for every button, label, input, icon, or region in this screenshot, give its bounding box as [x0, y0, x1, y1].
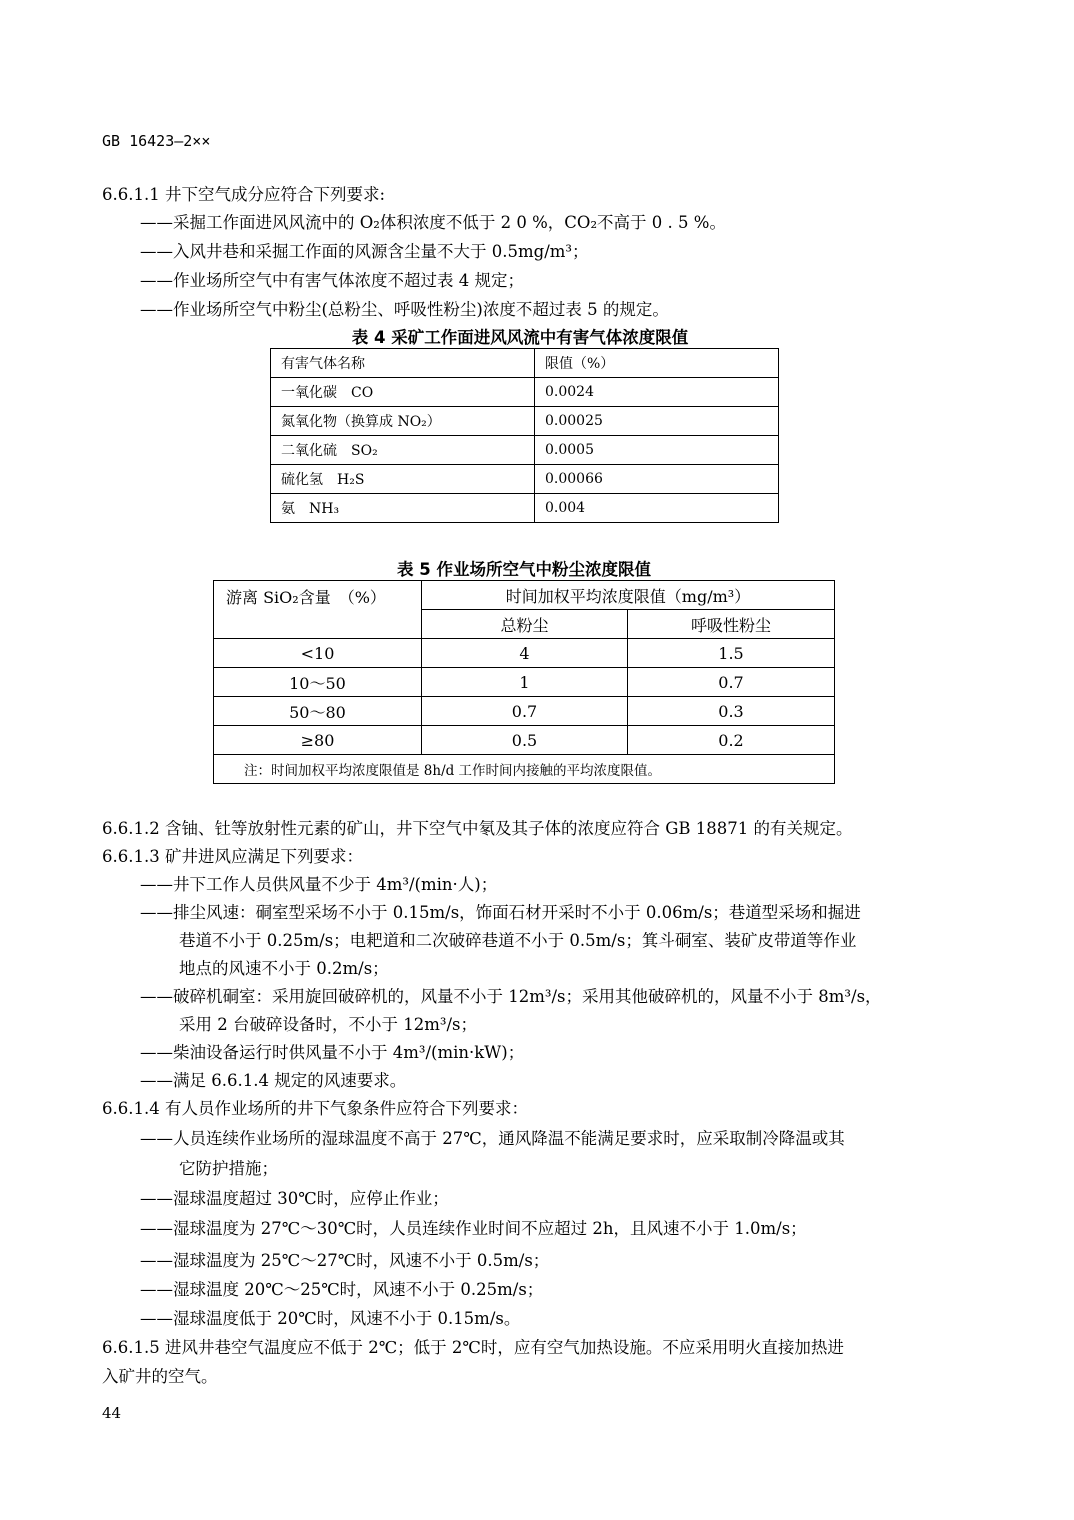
section-6-6-1-4-title: 6.6.1.4 有人员作业场所的井下气象条件应符合下列要求：: [102, 1099, 528, 1118]
table-row: [271, 378, 779, 407]
limit-cell: 0.00066: [535, 465, 779, 494]
sio2-cell: 10～50: [214, 668, 422, 697]
table-header-row: [271, 349, 779, 378]
list-item: ——湿球温度为 27℃～30℃时，人员连续作业时间不应超过 2h，且风速不小于 1.0m/s；: [140, 1219, 807, 1238]
section-6-6-1-5-continuation: 入矿井的空气。: [102, 1367, 218, 1386]
limit-cell: 0.004: [535, 494, 779, 523]
list-item: ——排尘风速：硐室型采场不小于 0.15m/s，饰面石材开采时不小于 0.06m/s；巷道型采场和掘进: [140, 903, 861, 922]
sio2-cell: ≥80: [214, 726, 422, 755]
list-item: ——湿球温度低于 20℃时，风速不小于 0.15m/s。: [140, 1309, 521, 1328]
list-item: ——井下工作人员供风量不少于 4m³/(min·人)；: [140, 875, 498, 894]
table-row: [214, 668, 835, 697]
table-row: [271, 436, 779, 465]
respirable-dust-cell: 0.7: [628, 668, 835, 697]
section-6-6-1-3-title: 6.6.1.3 矿井进风应满足下列要求：: [102, 847, 363, 866]
gas-name-cell: 二氧化硫 SO₂: [271, 436, 535, 465]
limit-cell: 0.0024: [535, 378, 779, 407]
gas-name-cell: 一氧化碳 CO: [271, 378, 535, 407]
table-row: [214, 697, 835, 726]
gas-name-cell: 氨 NH₃: [271, 494, 535, 523]
respirable-dust-cell: 0.3: [628, 697, 835, 726]
column-header: 限值（%）: [535, 349, 779, 378]
list-item: ——破碎机硐室：采用旋回破碎机的，风量不小于 12m³/s；采用其他破碎机的，风量不小于 8m³/s，: [140, 987, 882, 1006]
section-6-6-1-1-title: 6.6.1.1 井下空气成分应符合下列要求:: [102, 185, 386, 204]
list-item: ——采掘工作面进风风流中的 O₂体积浓度不低于 2 0 %，CO₂不高于 0 . 5 %。: [140, 213, 726, 232]
column-header: 有害气体名称: [271, 349, 535, 378]
table-row: [271, 494, 779, 523]
page-number: 44: [102, 1404, 122, 1422]
column-header: 呼吸性粉尘: [628, 610, 835, 639]
list-item-continuation: 它防护措施；: [179, 1159, 278, 1178]
list-item: ——湿球温度超过 30℃时，应停止作业；: [140, 1189, 449, 1208]
list-item: ——作业场所空气中粉尘(总粉尘、呼吸性粉尘)浓度不超过表 5 的规定。: [140, 300, 669, 319]
table-4-caption: 表 4 采矿工作面进风风流中有害气体浓度限值: [351, 328, 689, 347]
respirable-dust-cell: 0.2: [628, 726, 835, 755]
total-dust-cell: 1: [422, 668, 628, 697]
list-item-continuation: 采用 2 台破碎设备时，不小于 12m³/s；: [179, 1015, 478, 1034]
gas-name-cell: 硫化氢 H₂S: [271, 465, 535, 494]
table-note: 注：时间加权平均浓度限值是 8h/d 工作时间内接触的平均浓度限值。: [214, 755, 835, 784]
document-code: GB 16423—2××: [102, 132, 211, 150]
table-row: [214, 726, 835, 755]
sio2-cell: 50～80: [214, 697, 422, 726]
table-row: [214, 639, 835, 668]
total-dust-cell: 0.5: [422, 726, 628, 755]
section-6-6-1-2: 6.6.1.2 含铀、钍等放射性元素的矿山，井下空气中氡及其子体的浓度应符合 GB 18871 的有关规定。: [102, 819, 853, 838]
total-dust-cell: 4: [422, 639, 628, 668]
respirable-dust-cell: 1.5: [628, 639, 835, 668]
table-row: [271, 465, 779, 494]
table-note-row: [214, 755, 835, 784]
list-item: ——人员连续作业场所的湿球温度不高于 27℃，通风降温不能满足要求时，应采取制冷降温或其: [140, 1129, 845, 1148]
limit-cell: 0.0005: [535, 436, 779, 465]
list-item: ——湿球温度为 25℃～27℃时，风速不小于 0.5m/s；: [140, 1251, 550, 1270]
list-item: ——入风井巷和采掘工作面的风源含尘量不大于 0.5mg/m³；: [140, 242, 589, 261]
table-4: [270, 348, 779, 523]
table-header-row: [214, 581, 835, 610]
list-item: ——满足 6.6.1.4 规定的风速要求。: [140, 1071, 407, 1090]
list-item-continuation: 巷道不小于 0.25m/s；电耙道和二次破碎巷道不小于 0.5m/s；箕斗硐室、装矿皮带道等作业: [179, 931, 857, 950]
list-item: ——柴油设备运行时供风量不小于 4m³/(min·kW)；: [140, 1043, 525, 1062]
table-row: [271, 407, 779, 436]
total-dust-cell: 0.7: [422, 697, 628, 726]
table-5: [213, 580, 835, 784]
column-header-sio2: 游离 SiO₂含量 （%）: [214, 581, 422, 639]
sio2-cell: <10: [214, 639, 422, 668]
list-item: ——作业场所空气中有害气体浓度不超过表 4 规定；: [140, 271, 524, 290]
gas-name-cell: 氮氧化物（换算成 NO₂）: [271, 407, 535, 436]
section-6-6-1-5: 6.6.1.5 进风井巷空气温度应不低于 2℃；低于 2℃时，应有空气加热设施。不应采用明火直接加热进: [102, 1338, 844, 1357]
table-5-caption: 表 5 作业场所空气中粉尘浓度限值: [397, 560, 651, 579]
list-item: ——湿球温度 20℃～25℃时，风速不小于 0.25m/s；: [140, 1280, 544, 1299]
group-header: 时间加权平均浓度限值（mg/m³）: [422, 581, 835, 610]
list-item-continuation: 地点的风速不小于 0.2m/s；: [179, 959, 389, 978]
limit-cell: 0.00025: [535, 407, 779, 436]
column-header: 总粉尘: [422, 610, 628, 639]
